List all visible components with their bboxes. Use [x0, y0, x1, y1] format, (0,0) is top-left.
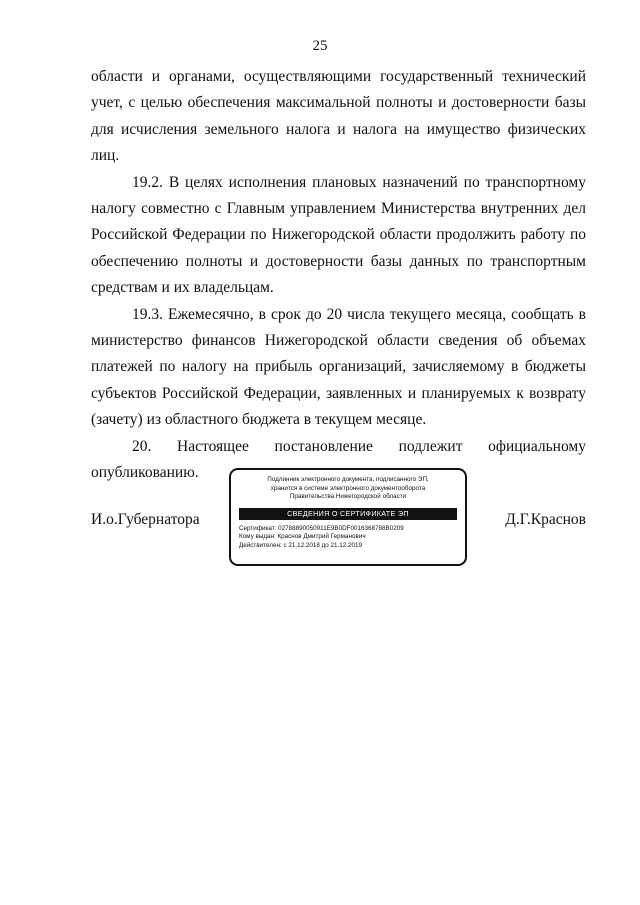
stamp-certificate: Сертификат: 02788890050911E9B0DF0016368788B0209 — [239, 524, 404, 532]
signature-block — [91, 468, 586, 570]
paragraph-20-word: постановление — [274, 437, 373, 455]
stamp-note-line: Правительства Нижегородской области — [289, 493, 407, 500]
paragraph-continuation: области и органами, осуществляющими государственный технический учет, с целью обеспечения максимальной полноты и достоверности базы для исчисления земельного налога и налога на имущество физических лиц. — [91, 68, 586, 165]
paragraph-20-word: 20. — [132, 437, 152, 455]
paragraph-20-line1 — [91, 434, 586, 460]
stamp-note-line: хранится в системе электронного документооборота — [270, 484, 426, 492]
paragraph-19-3: 19.3. Ежемесячно, в срок до 20 числа текущего месяца, сообщать в министерство финансов Нижегородской области сведения об объемах платежей по налогу на прибыль организаций, зачисляемому в бюджеты субъектов Российской Федерации, заявленных и планируемых к возврату (зачету) из областного бюджета в текущем месяце. — [91, 305, 586, 429]
stamp-banner: СВЕДЕНИЯ О СЕРТИФИКАТЕ ЭП — [239, 508, 457, 520]
page-number: 25 — [312, 38, 328, 54]
electronic-signature-stamp — [229, 468, 467, 566]
paragraph-20-word: подлежит — [398, 437, 463, 455]
paragraph-19-2: 19.2. В целях исполнения плановых назначений по транспортному налогу совместно с Главным управлением Министерства внутренних дел Российской Федерации по Нижегородской области продолжить работу по обеспечению полноты и достоверности базы данных по транспортным средствам и их владельцам. — [91, 173, 586, 297]
stamp-issued-to: Кому выдан: Краснов Дмитрий Германович — [239, 533, 366, 540]
paragraph-20-line2: опубликованию. — [91, 464, 199, 482]
stamp-note-line: Подлинник электронного документа, подписанного ЭП, — [267, 476, 429, 483]
stamp-validity: Действителен: с 21.12.2018 до 21.12.2019 — [239, 541, 363, 549]
signer-name: Д.Г.Краснов — [505, 511, 586, 528]
document-body — [91, 64, 586, 487]
signer-position: И.о.Губернатора — [91, 511, 200, 528]
paragraph-20-word: Настоящее — [177, 437, 249, 455]
paragraph-20-word: официальному — [488, 437, 586, 455]
